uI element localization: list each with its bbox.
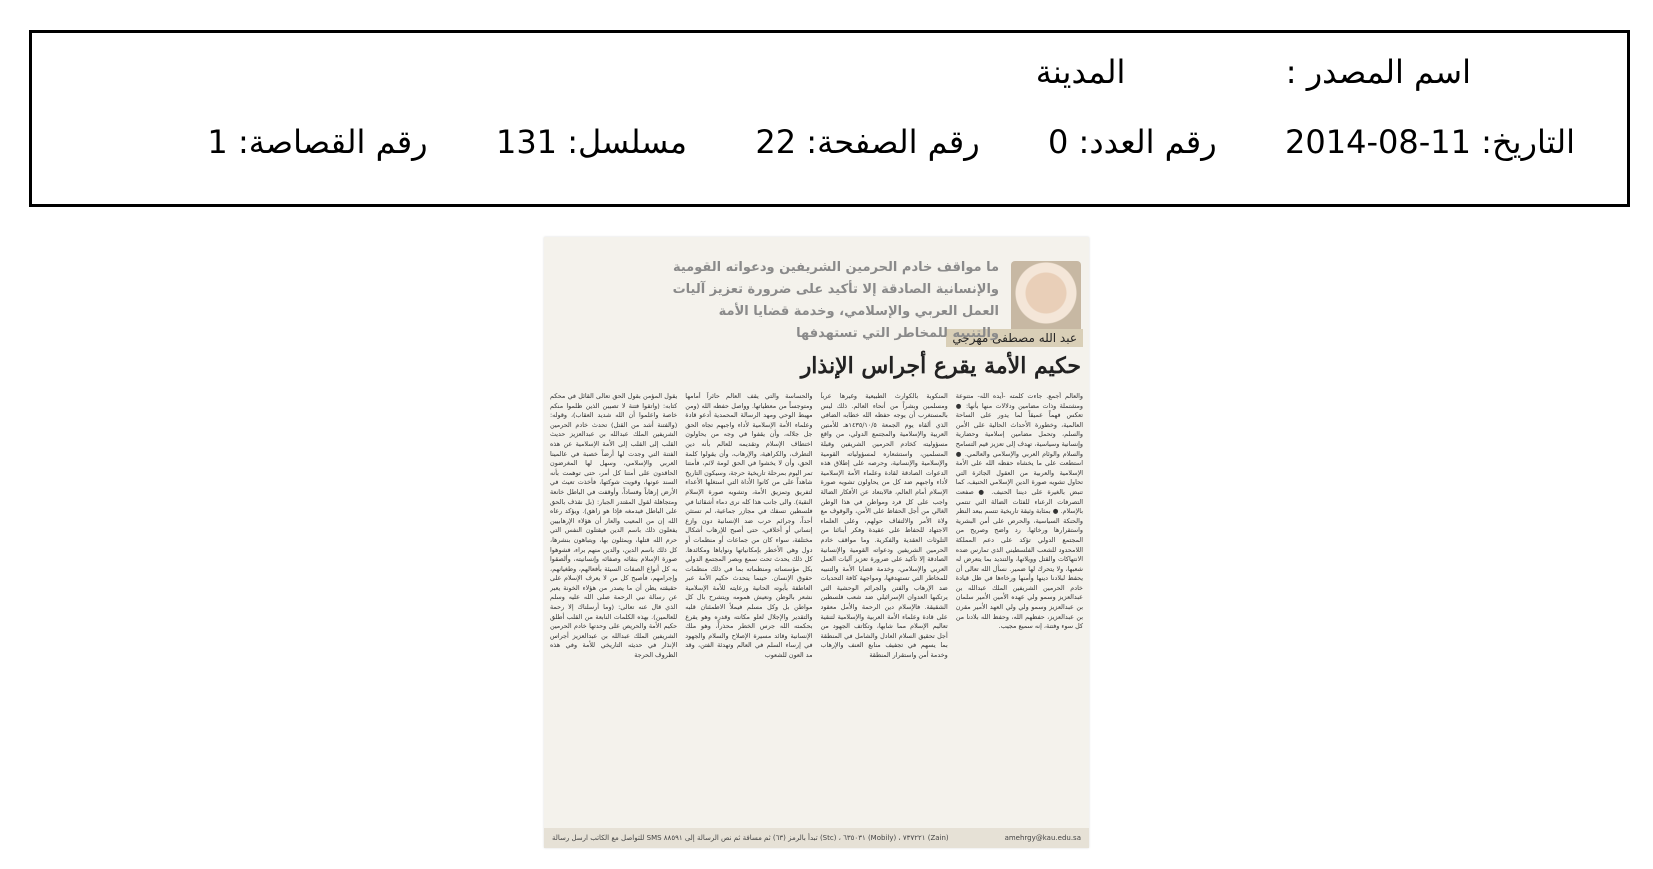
footer-contact-text: للتواصل مع الكاتب ارسل رسالة SMS تبدأ بالرمز (٦٣) ثم مسافة ثم نص الرسالة إلى ٨٨٥٩١ (Stc) ، ٦٣٥٠٣١ (Mobily) ، ٧٣٧٢٢١ (Zain) [552, 834, 949, 842]
article-column-2: والحساسة والتي يقف العالم حائراً أمامها ومتوجساً من معطياتها. وواصل حفظه الله (ومن مهبط الوحي ومهد الرسالة المحمدية أدعو قادة وعلماء الأمة الإسلامية لأداء واجبهم تجاه الحق جل جلاله، وأن يقفوا في وجه من يحاولون اختطاف الإسلام وتقديمه للعالم بأنه دين التطرف، والكراهية، والإرهاب، وأن يقولوا كلمة الحق، وأن لا يخشوا في الحق لومة لائم، فأمتنا تمر اليوم بمرحلة تاريخية حرجة، وسيكون التاريخ شاهداً على من كانوا الأداة التي استغلها الأعداء لتفريق وتمزيق الأمة، وتشويه صورة الإسلام النقية). والى جانب هذا كله نرى دماء أشقائنا في فلسطين تسفك في مجازر جماعية، لم تستثن أحداً، وجرائم حرب ضد الإنسانية دون وازع إنساني أو أخلاقي، حتى أصبح للإرهاب أشكال مختلفة، سواء كان من جماعات أو منظمات أو دول وهي الأخطر بإمكانياتها ونواياها ومكائدها. كل ذلك يحدث تحت سمع وبصر المجتمع الدولي بكل مؤسساته ومنظماته بما في ذلك منظمات حقوق الإنسان. حينما يتحدث حكيم الأمة عبر العاطفة بأبوته الحانية ورعايته للأمة الإسلامية نشعر بالوطن ونعيش همومه ويتشرح بال كل مواطن بل وكل مسلم فيملأ الاطمئنان قلبه والتقدير والإجلال لعلو مكانته وقدره وهو يقرع بحكمته الله جرس الخطر محذراً، وهو ملك الإنسانية وقائد مسيرة الإصلاح والسلام والجهود في إرساء السلم في العالم وتهدئة الفتن، وقد مد العون للشعوب [685, 392, 813, 660]
author-name: عبد الله مصطفى مهرجي [946, 329, 1083, 347]
date-label: التاريخ: [1481, 123, 1575, 161]
pull-quote: ما مواقف خادم الحرمين الشريفين ودعواته القومية والإنسانية الصادقة إلا تأكيد على ضرورة تعزيز آليات العمل العربي والإسلامي، وخدمة قضايا الأمة والتنبيه للمخاطر التي تستهدفها [672, 260, 999, 341]
source-value: المدينة [1035, 53, 1126, 91]
clip-value: 1 [207, 123, 228, 161]
issue-value: 0 [1048, 123, 1069, 161]
article-headline: حكيم الأمة يقرع أجراس الإنذار [800, 353, 1081, 379]
details-row [207, 123, 1575, 161]
date-value: 2014-08-11 [1285, 123, 1471, 161]
newspaper-clipping [544, 237, 1089, 848]
source-label: اسم المصدر : [1285, 53, 1471, 91]
source-row [1036, 53, 1471, 91]
clip-label: رقم القصاصة: [237, 123, 428, 161]
page-label: رقم الصفحة: [806, 123, 980, 161]
article-column-1: يقول المؤمن بقول الحق تعالى القائل في محكم كتابه: (واتقوا فتنة لا تصيبن الذين ظلموا منكم خاصة واعلموا أن الله شديد العقاب)، وقوله: (والفتنة أشد من القتل) تحدث خادم الحرمين الشريفين الملك عبدالله بن عبدالعزيز حديث القلب إلى القلب إلى الأمة الإسلامية عن هذه الفتنة التي وجدت لها أرضاً خصبة في عالمينا العربي والإسلامي، وسهل لها المغرضون الحاقدون على أمتنا كل أمر، حتى توهمت بأنه السند عونها، وقويت شوكتها، فأخذت تعيث في الأرض إرهاباً وفساداً، وأوقفت في الباطل خانعة ومتجاهلة لقول المقتدر الجبار: (بل نقذف بالحق على الباطل فيدمغه فإذا هو زاهق). ويؤكد رعاه الله إن من المعيب والعار أن هؤلاء الإرهابيين يفعلون ذلك باسم الدين فيقتلون النفس التي حرم الله قتلها، ويمثلون بها، ويتباهون بنشرها، كل ذلك باسم الدين، والدين منهم براء، فشوهوا صورة الإسلام بنقائه وصفائه وإنسانيته، وألصقوا به كل أنواع الصفات السيئة بأفعالهم، وطغيانهم، وإجرامهم، فأصبح كل من لا يعرف الإسلام على حقيقته يظن أن ما يصدر من هؤلاء الخونة يعبر عن رسالة نبي الرحمة صلى الله عليه وسلم الذي قال عنه تعالى: (وما أرسلناك إلا رحمة للعالمين). بهذه الكلمات النابعة من القلب أطلق حكيم الأمة والحريص على وحدتها خادم الحرمين الشريفين الملك عبدالله بن عبدالعزيز أجراس الإنذار في حديثه التاريخي للأمة وفي هذه الظروف الحرجة [550, 392, 678, 660]
serial-value: 131 [495, 123, 558, 161]
clipping-metadata-box [29, 30, 1630, 207]
article-column-4: والعالم أجمع. جاءت كلمته -أيده الله- متنوعة ومشتملة وذات مضامين ودلالات منها بأنها: ● تعكس فهماً عميقاً لما يدور على الساحة العالمية، وخطورة الأحداث الحالية على الأمن والسلم، وتحمل مضامين إسلامية وحضارية وإنسانية وسياسية، تهدف إلى تعزيز قيم التسامح والسلام والوئام العربي والإسلامي والعالمي. ● استطعت على ما يخشاه حفظه الله على الأمة الإسلامية والعربية من العقول الجائرة التي تحاول تشويه صورة الدين الإسلامي الحنيف، كما تنبض بالغيرة على ديننا الحنيف. ● صفعت التصرفات الرعناء للفئات الضالة التي تنتمي بالإسلام. ● بمثابة وثيقة تاريخية تتسم ببعد النظر والحنكة السياسية، والحرص على أمن البشرية واستقرارها ورخائها. رد واضح وصريح من المجتمع الدولي تؤكد على دعم المملكة اللامحدود للشعب الفلسطيني الذي تمارس ضده الانتهاكات والقتل وويلاتها، والتنديد بما يتعرض له شعبها، ولا يتحرك لها ضمير. نسأل الله تعالى أن يحفظ لبلادنا دينها وأمنها ورخاءها في ظل قيادة خادم الحرمين الشريفين الملك عبدالله بن عبدالعزيز وسمو ولي عهده الأمين الأمير سلمان بن عبدالعزيز وسمو ولي ولي العهد الأمير مقرن بن عبدالعزيز، حفظهم الله، وحفظ الله بلادنا من كل سوء وفتنة، إنه سميع مجيب. [955, 392, 1083, 631]
article-columns [550, 392, 1083, 820]
clipping-footer [544, 828, 1089, 848]
page-value: 22 [755, 123, 797, 161]
serial-label: مسلسل: [567, 123, 688, 161]
article-column-3: المنكوبة بالكوارث الطبيعية وغيرها عرباً ومسلمين وبشراً من أنحاء العالم. ذلك ليس بالمستغرب أن يوجه حفظه الله خطابه الضافي الذي ألقاه يوم الجمعة ١٤٣٥/١٠/٥هـ للأمتين العربية والإسلامية والمجتمع الدولي، من واقع مسؤوليته كخادم الحرمين الشريفين وقبلة المسلمين، واستشعاره لمسؤولياته القومية والإسلامية والإنسانية، وحرصه على إطلاق هذه الدعوات الصادقة لقادة وعلماء الأمة الإسلامية لأداء واجبهم ضد كل من يحاولون تشويه صورة الإسلام أمام العالم، فالابتعاد عن الأفكار الضالة واجب على كل فرد ومواطن في هذا الوطن الغالي من أجل الحفاظ على الأمن، والوقوف مع ولاة الأمر والالتفاف حولهم، وعلى العلماء الاجتهاد للحفاظ على عقيدة وفكر أبنائنا من التلوثات العقدية والفكرية. وما مواقف خادم الحرمين الشريفين ودعواته القومية والإنسانية الصادقة إلا تأكيد على ضرورة تعزيز آليات العمل العربي والإسلامي، وخدمة قضايا الأمة والتنبيه للمخاطر التي تستهدفها، ومواجهة كافة التحديات ضد الإرهاب والفتن والجرائم الوحشية التي يرتكبها العدوان الإسرائيلي ضد شعب فلسطين الشقيقة. فالإسلام دين الرحمة والأمل معقود على قادة وعلماء الأمة العربية والإسلامية لتنقية تعاليم الإسلام مما شابها، وتكاتف الجهود من أجل تحقيق السلام العادل والشامل في المنطقة بما يسهم في تجفيف منابع العنف والإرهاب وخدمة أمن واستقرار المنطقة [820, 392, 948, 660]
footer-email: amehrgy@kau.edu.sa [1004, 834, 1081, 842]
issue-label: رقم العدد: [1078, 123, 1217, 161]
